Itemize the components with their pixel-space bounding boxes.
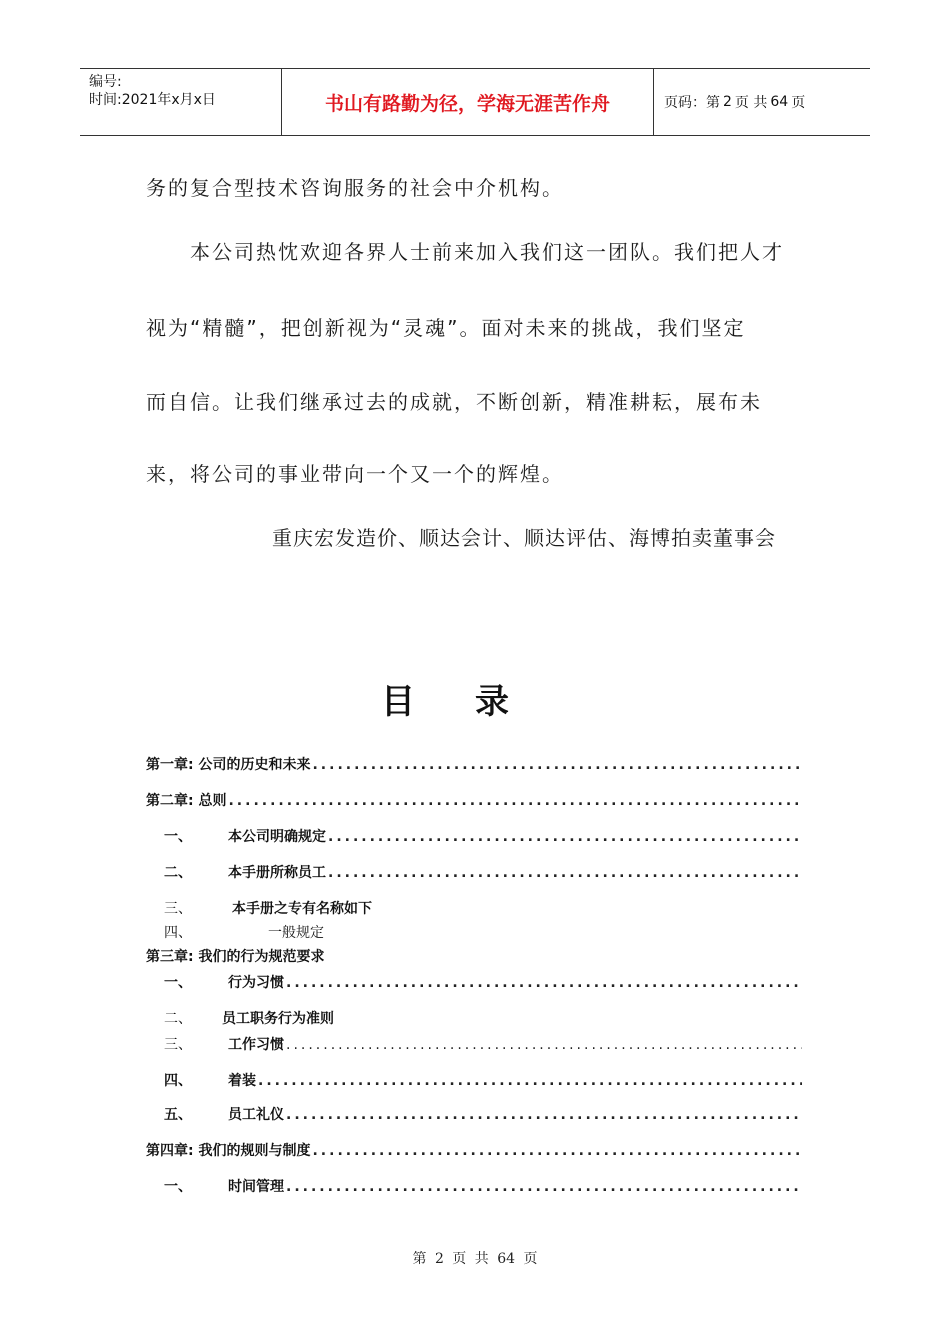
toc-entry-number: 二、 xyxy=(164,1011,192,1027)
header-code-label: 编号: xyxy=(89,74,122,90)
header-page-number: 2 xyxy=(723,94,732,110)
toc-entry-number: 五、 xyxy=(164,1107,192,1123)
toc-entry-label: 本手册所称员工 xyxy=(228,865,326,881)
body-line-4: 而自信。让我们继承过去的成就，不断创新，精准耕耘，展布未 xyxy=(146,390,762,414)
toc-entry-number: 四、 xyxy=(164,925,192,941)
toc-entry-label: 第三章: 我们的行为规范要求 xyxy=(146,949,325,965)
toc-entry[interactable] xyxy=(146,948,802,966)
body-line-3: 视为“精髓”，把创新视为“灵魂”。面对未来的挑战，我们坚定 xyxy=(146,316,746,340)
header-page-mid: 页 共 xyxy=(734,95,768,111)
toc-entry-label: 员工职务行为准则 xyxy=(222,1011,334,1027)
toc-entry[interactable] xyxy=(146,756,802,774)
toc-entry[interactable] xyxy=(146,1142,802,1160)
header-page-suffix: 页 xyxy=(791,95,806,111)
toc-entry-number: 一、 xyxy=(164,975,192,991)
toc-entry-number: 四、 xyxy=(164,1073,192,1089)
toc-entry-label: 工作习惯 xyxy=(228,1037,284,1053)
toc-leader-dots xyxy=(228,792,802,810)
toc-entry[interactable] xyxy=(146,792,802,810)
toc-entry[interactable] xyxy=(146,1178,802,1196)
header-time-label: 时间:2021年x月x日 xyxy=(89,92,216,108)
body-line-2: 本公司热忱欢迎各界人士前来加入我们这一团队。我们把人才 xyxy=(190,240,784,264)
toc-leader-dots xyxy=(328,828,802,846)
toc-entry-label: 本公司明确规定 xyxy=(228,829,326,845)
toc-entry-number: 一、 xyxy=(164,1179,192,1195)
toc-entry-label: 第二章: 总则 xyxy=(146,793,227,809)
toc-entry[interactable] xyxy=(146,924,802,942)
toc-entry-label: 第一章: 公司的历史和未来 xyxy=(146,757,311,773)
toc-leader-dots xyxy=(286,1106,802,1124)
body-line-5: 来，将公司的事业带向一个又一个的辉煌。 xyxy=(146,462,564,486)
header-page-prefix: 页码：第 xyxy=(664,95,720,111)
toc-entry-number: 一、 xyxy=(164,829,192,845)
toc-entry[interactable] xyxy=(146,1106,802,1124)
toc-leader-dots xyxy=(328,864,802,882)
header-meta xyxy=(80,69,282,135)
toc-leader-dots xyxy=(286,974,802,992)
toc-entry-label: 一般规定 xyxy=(268,925,324,941)
toc-entry-label: 着装 xyxy=(228,1073,256,1089)
toc-leader-dots xyxy=(258,1072,802,1090)
body-line-1: 务的复合型技术咨询服务的社会中介机构。 xyxy=(146,176,564,200)
toc-entry-label: 员工礼仪 xyxy=(228,1107,284,1123)
toc-entry[interactable] xyxy=(146,828,802,846)
toc-entry-label: 时间管理 xyxy=(228,1179,284,1195)
toc-entry-number: 二、 xyxy=(164,865,192,881)
toc-title: 目录 xyxy=(381,682,569,722)
toc-leader-dots xyxy=(286,1036,802,1054)
page-header xyxy=(80,68,870,136)
header-page-total: 64 xyxy=(770,94,789,110)
toc-entry-number: 三、 xyxy=(164,1037,192,1053)
toc-leader-dots xyxy=(286,1178,802,1196)
toc-entry-number: 三、 xyxy=(164,901,192,917)
toc-leader-dots xyxy=(312,1142,802,1160)
header-page-info xyxy=(654,69,870,135)
toc-entry-label: 行为习惯 xyxy=(228,975,284,991)
toc-leader-dots xyxy=(312,756,802,774)
toc-entry-label: 第四章: 我们的规则与制度 xyxy=(146,1143,311,1159)
toc-entry[interactable] xyxy=(146,1036,802,1054)
toc-entry-label: 本手册之专有名称如下 xyxy=(232,901,372,917)
signature: 重庆宏发造价、顺达会计、顺达评估、海博拍卖董事会 xyxy=(272,526,776,550)
toc-entry[interactable] xyxy=(146,1072,802,1090)
toc-entry[interactable] xyxy=(146,1010,802,1028)
toc-entry[interactable] xyxy=(146,974,802,992)
page-footer: 第 2 页 共 64 页 xyxy=(412,1251,538,1267)
header-motto: 书山有路勤为径，学海无涯苦作舟 xyxy=(282,69,654,135)
toc-entry[interactable] xyxy=(146,864,802,882)
toc-entry[interactable] xyxy=(146,900,802,918)
